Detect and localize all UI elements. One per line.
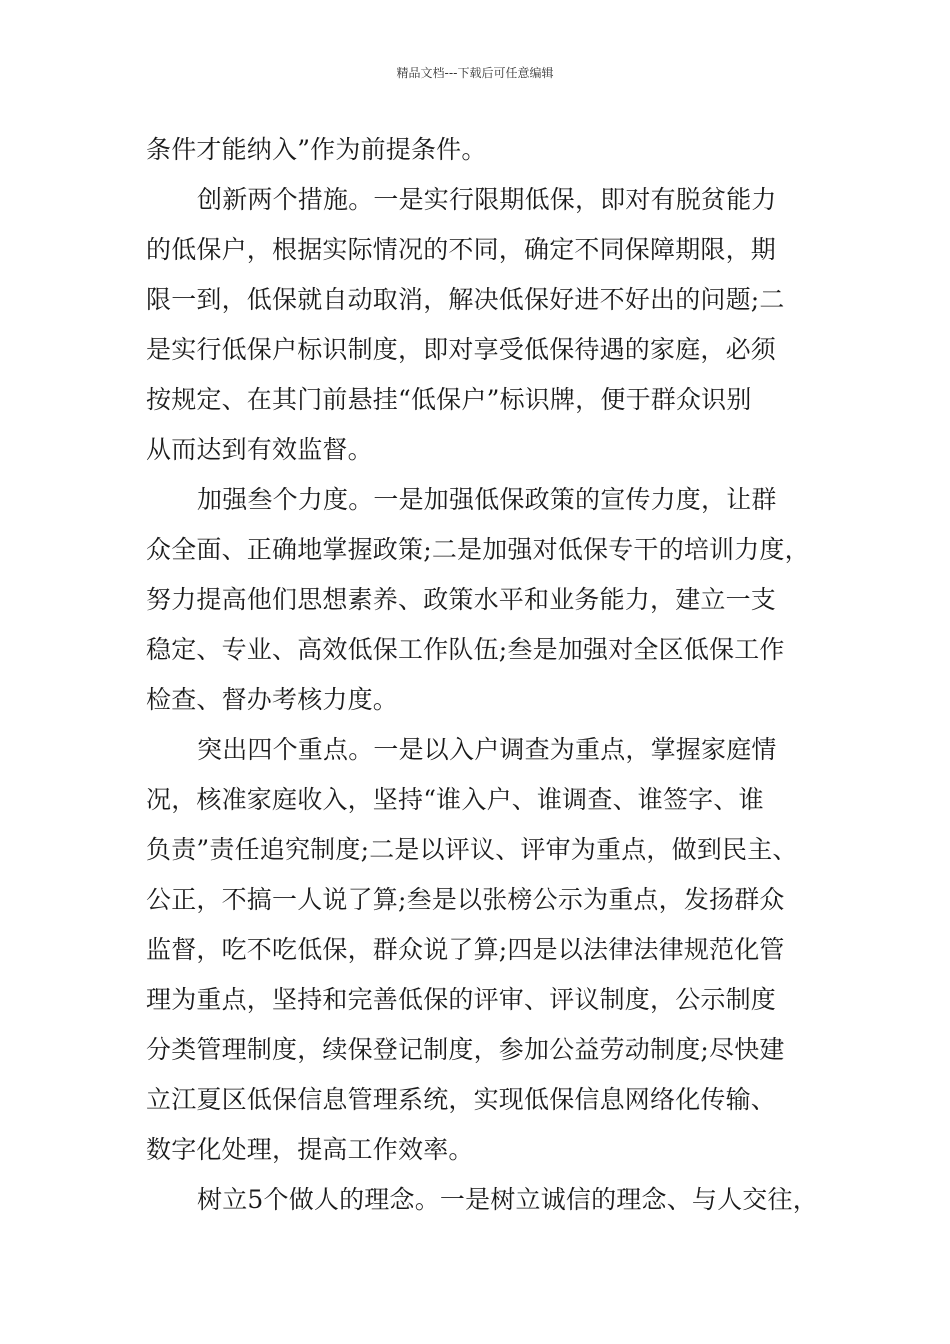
text-line: 从而达到有效监督。: [146, 435, 373, 464]
text-line: 分类管理制度，续保登记制度，参加公益劳动制度;尽快建: [146, 1035, 785, 1064]
text-line: 是实行低保户标识制度，即对享受低保待遇的家庭，必须: [146, 335, 777, 364]
text-line: 数字化处理，提高工作效率。: [146, 1135, 474, 1164]
text-line: 负责”责任追究制度;二是以评议、评审为重点，做到民主、: [146, 835, 798, 864]
text-line: 立江夏区低保信息管理系统，实现低保信息网络化传输、: [146, 1085, 777, 1114]
text-line: 公正，不搞一人说了算;叁是以张榜公示为重点，发扬群众: [146, 885, 785, 914]
text-line: 按规定、在其门前悬挂“低保户”标识牌，便于群众识别: [146, 385, 752, 414]
document-body: [146, 125, 826, 1225]
text-line: 检查、督办考核力度。: [146, 685, 399, 714]
text-line: 稳定、专业、高效低保工作队伍;叁是加强对全区低保工作: [146, 635, 785, 664]
text-line: 限一到，低保就自动取消，解决低保好进不好出的问题;二: [146, 285, 785, 314]
text-line: 理为重点，坚持和完善低保的评审、评议制度，公示制度: [146, 985, 777, 1014]
text-line: 众全面、正确地掌握政策;二是加强对低保专干的培训力度，: [146, 535, 810, 564]
text-line: 条件才能纳入”作为前提条件。: [146, 135, 487, 164]
paragraph-first-line: 树立5个做人的理念。一是树立诚信的理念、与人交往，: [197, 1185, 818, 1214]
text-line: 努力提高他们思想素养、政策水平和业务能力，建立一支: [146, 585, 777, 614]
paragraph-first-line: 突出四个重点。一是以入户调查为重点，掌握家庭情: [197, 735, 777, 764]
text-line: 的低保户，根据实际情况的不同，确定不同保障期限，期: [146, 235, 777, 264]
page-header: 精品文档---下载后可任意编辑: [396, 66, 554, 80]
paragraph-first-line: 加强叁个力度。一是加强低保政策的宣传力度，让群: [197, 485, 777, 514]
paragraph-first-line: 创新两个措施。一是实行限期低保，即对有脱贫能力: [197, 185, 777, 214]
text-line: 监督，吃不吃低保，群众说了算;四是以法律法律规范化管: [146, 935, 785, 964]
text-line: 况，核准家庭收入，坚持“谁入户、谁调查、谁签字、谁: [146, 785, 764, 814]
